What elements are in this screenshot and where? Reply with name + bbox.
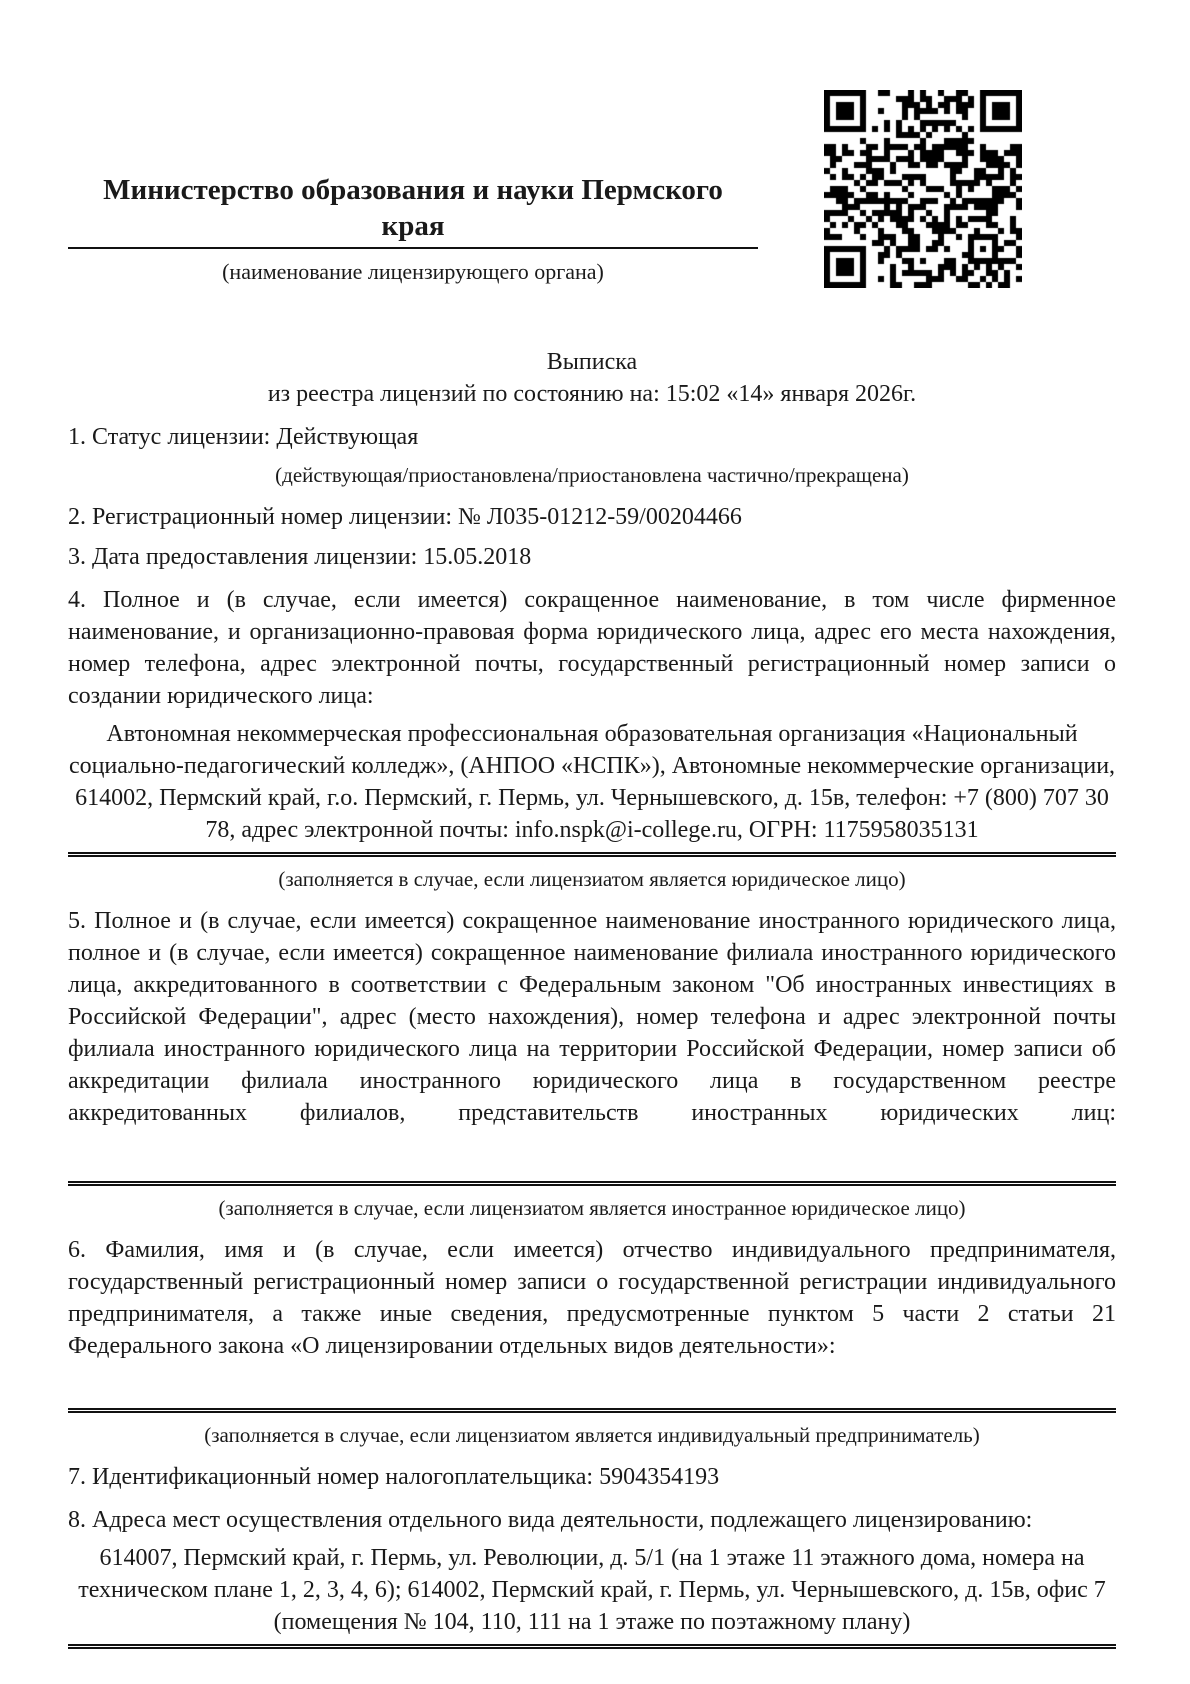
legal-entity-caption: (заполняется в случае, если лицензиатом является юридическое лицо) (278, 867, 906, 891)
license-status: 1. Статус лицензии: Действующая (68, 424, 419, 450)
legal-entity-value: Автономная некоммерческая профессиональная образовательная организация «Национальный социально-педагогический колледж», (АНПОО «НСПК»), Автономные некоммерческие организации, 614002, Пермский край, г.о. Пермский, г. Пермь, ул. Чернышевского, д. 15в, телефон: +7 (800) 707 30 78, адрес электронной почты: info.nspk@i-college.ru, ОГРН: 1175958035131 (68, 718, 1116, 857)
license-status-caption: (действующая/приостановлена/приостановлена частично/прекращена) (275, 463, 909, 487)
entrepreneur-value (68, 1368, 1116, 1413)
entrepreneur-caption: (заполняется в случае, если лицензиатом является индивидуальный предприниматель) (204, 1423, 980, 1447)
taxpayer-number: 7. Идентификационный номер налогоплательщика: 5904354193 (68, 1464, 720, 1490)
activity-addresses-heading: 8. Адреса мест осуществления отдельного вида деятельности, подлежащего лицензированию: (68, 1507, 1033, 1533)
activity-addresses-value: 614007, Пермский край, г. Пермь, ул. Революции, д. 5/1 (на 1 этаже 11 этажного дома, номера на техническом плане 1, 2, 3, 4, 6); 614002, Пермский край, г. Пермь, ул. Чернышевского, д. 15в, офис 7 (помещения № 104, 110, 111 на 1 этаже по поэтажному плану) (68, 1542, 1116, 1649)
registration-number: 2. Регистрационный номер лицензии: № Л035-01212-59/00204466 (68, 504, 742, 530)
entrepreneur-heading: 6. Фамилия, имя и (в случае, если имеется) отчество индивидуального предпринимателя, государственный регистрационный номер записи о государственной регистрации индивидуального предпринимателя, а также иные сведения, предусмотренные пунктом 5 части 2 статьи 21 Федерального закона «О лицензировании отдельных видов деятельности»: (68, 1237, 1116, 1359)
document-subtitle: из реестра лицензий по состоянию на: 15:02 «14» января 2026г. (267, 381, 917, 407)
legal-entity-heading: 4. Полное и (в случае, если имеется) сокращенное наименование, в том числе фирменное наименование, и организационно-правовая форма юридического лица, адрес его места нахождения, номер телефона, адрес электронной почты, государственный регистрационный номер записи о создании юридического лица: (68, 587, 1116, 709)
licensing-authority-caption: (наименование лицензирующего органа) (222, 259, 604, 284)
foreign-entity-value (68, 1135, 1116, 1186)
foreign-entity-heading: 5. Полное и (в случае, если имеется) сокращенное наименование иностранного юридического лица, полное и (в случае, если имеется) сокращенное наименование филиала иностранного юридического лица, аккредитованного в соответствии с Федеральным законом "Об иностранных инвестициях в Российской Федерации", адрес (место нахождения), номер телефона и адрес электронной почты филиала иностранного юридического лица на территории Российской Федерации, номер записи об аккредитации филиала иностранного юридического лица в государственном реестре аккредитованных филиалов, представительств иностранных юридических лиц: (68, 908, 1116, 1126)
document-header (68, 172, 758, 286)
licensing-authority-name: Министерство образования и науки Пермского края (68, 172, 758, 249)
foreign-entity-caption: (заполняется в случае, если лицензиатом является иностранное юридическое лицо) (218, 1196, 966, 1220)
grant-date: 3. Дата предоставления лицензии: 15.05.2018 (68, 544, 532, 570)
qr-code (824, 90, 1022, 288)
document-title: Выписка (546, 349, 638, 375)
